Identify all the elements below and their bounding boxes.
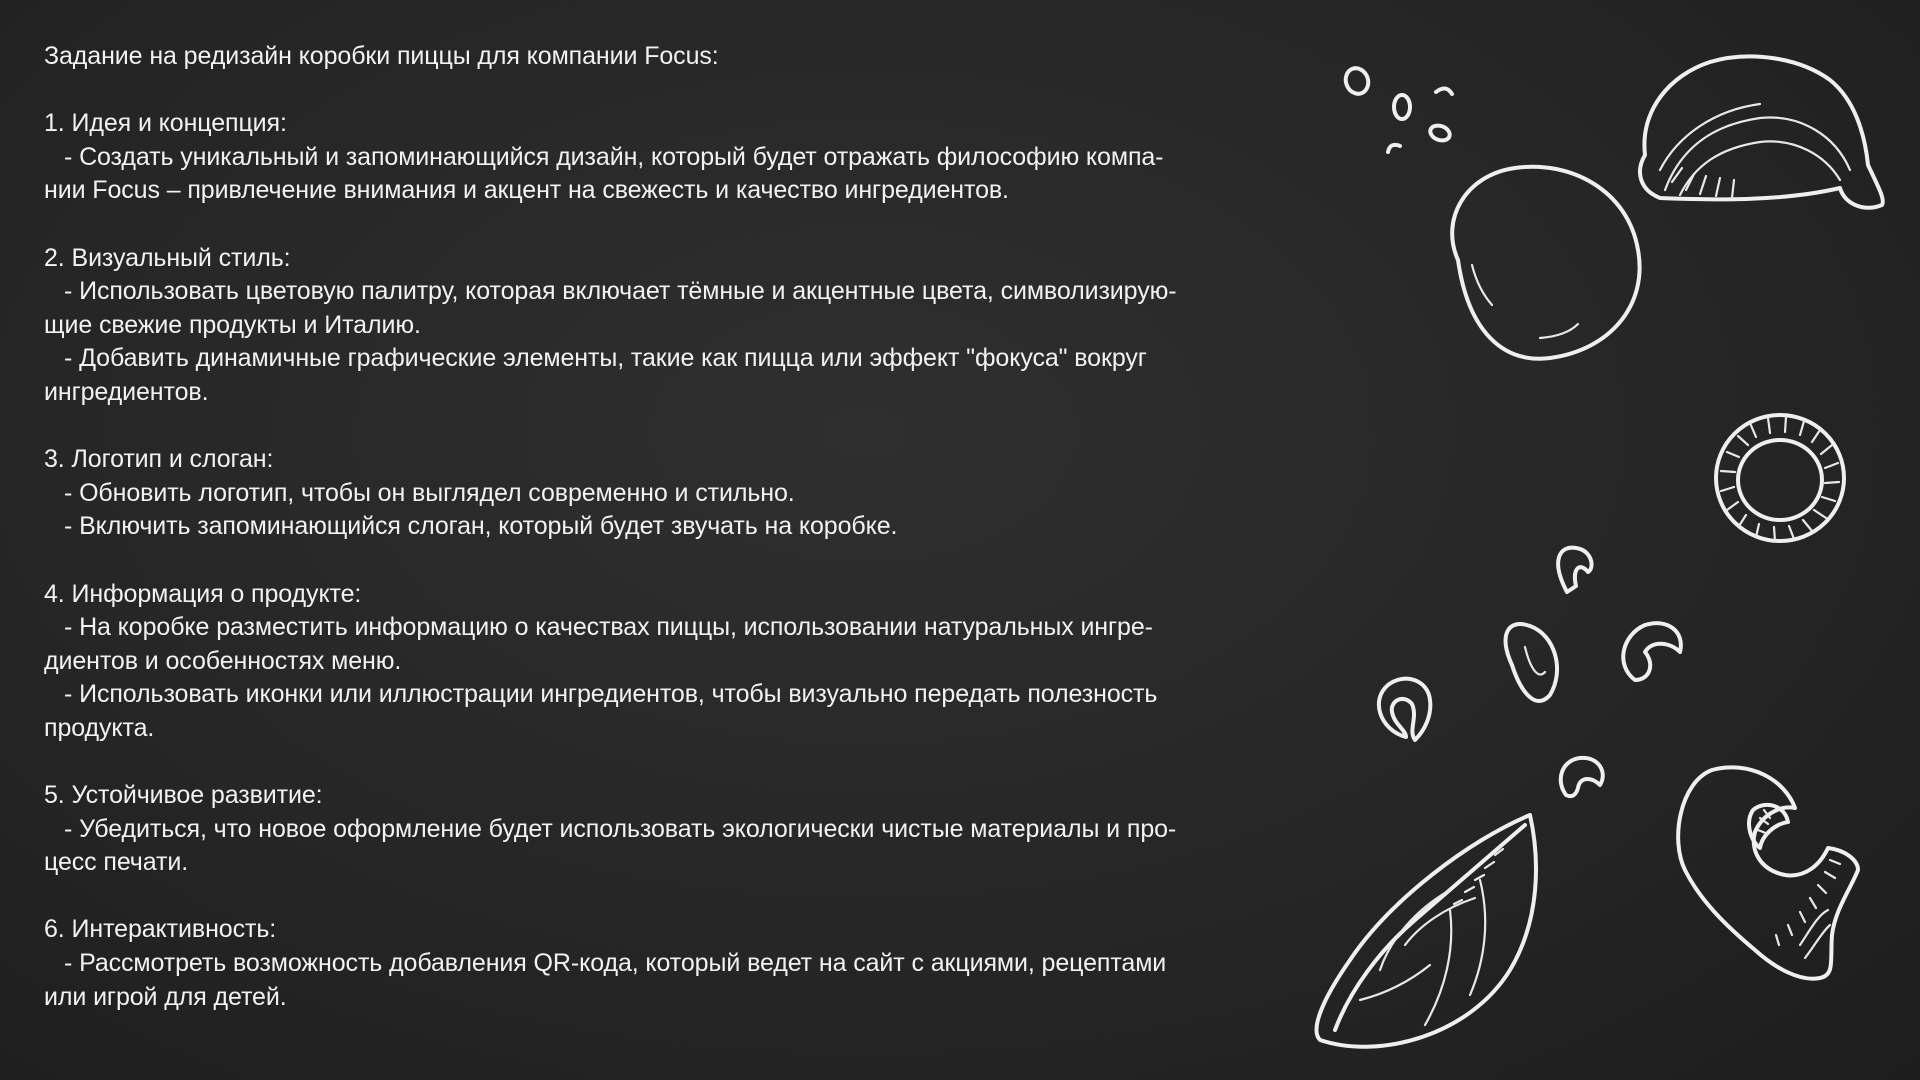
section-visual-style: [44, 242, 1244, 410]
olive-icon: [1452, 167, 1639, 359]
section-line: - Добавить динамичные графические элементы, такие как пицца или эффект "фокуса" вокруг: [64, 344, 1147, 373]
section-logo-slogan: [44, 443, 1244, 544]
section-line: - Использовать цветовую палитру, которая включает тёмные и акцентные цвета, символизирую-: [64, 277, 1177, 306]
section-title: 4. Информация о продукте:: [44, 579, 362, 608]
section-title: 6. Интерактивность:: [44, 915, 277, 944]
section-title: 3. Логотип и слоган:: [44, 445, 274, 474]
section-line: нии Focus – привлечение внимания и акцент на свежесть и качество ингредиентов.: [44, 176, 1009, 205]
section-title: 5. Устойчивое развитие:: [44, 781, 323, 810]
section-line: щие свежие продукты и Италию.: [44, 310, 421, 339]
section-sustainability: [44, 779, 1244, 880]
section-line: - Обновить логотип, чтобы он выглядел современно и стильно.: [64, 478, 795, 507]
seeds-icon: [1379, 548, 1681, 797]
section-line: продукта.: [44, 713, 155, 742]
section-line: - На коробке разместить информацию о качествах пиццы, использовании натуральных ингре-: [64, 613, 1153, 642]
section-title: 2. Визуальный стиль:: [44, 243, 291, 272]
section-line: - Рассмотреть возможность добавления QR-кода, который ведет на сайт с акциями, рецептами: [64, 949, 1167, 978]
ingredient-illustrations: [1240, 40, 1920, 1080]
brief-document: [44, 40, 1244, 1048]
section-interactivity: [44, 913, 1244, 1014]
basil-leaf-icon: [1317, 815, 1536, 1047]
section-title: 1. Идея и концепция:: [44, 109, 287, 138]
section-line: или игрой для детей.: [44, 982, 287, 1011]
section-line: цесс печати.: [44, 848, 189, 877]
section-line: - Убедиться, что новое оформление будет использовать экологически чистые материалы и про-: [64, 814, 1177, 843]
seeds-icon: [1342, 65, 1452, 152]
section-line: - Использовать иконки или иллюстрации ингредиентов, чтобы визуально передать полезность: [64, 680, 1158, 709]
section-line: - Включить запоминающийся слоган, который будет звучать на коробке.: [64, 512, 898, 541]
section-line: ингредиентов.: [44, 377, 209, 406]
section-idea: [44, 107, 1244, 208]
garlic-clove-icon: [1640, 56, 1883, 207]
section-product-info: [44, 578, 1244, 746]
section-line: - Создать уникальный и запоминающийся дизайн, который будет отражать философию компа-: [64, 142, 1164, 171]
mushroom-icon: [1678, 767, 1858, 978]
onion-ring-icon: [1716, 415, 1844, 541]
document-title: Задание на редизайн коробки пиццы для компании Focus:: [44, 42, 719, 70]
section-line: диентов и особенностях меню.: [44, 646, 402, 675]
